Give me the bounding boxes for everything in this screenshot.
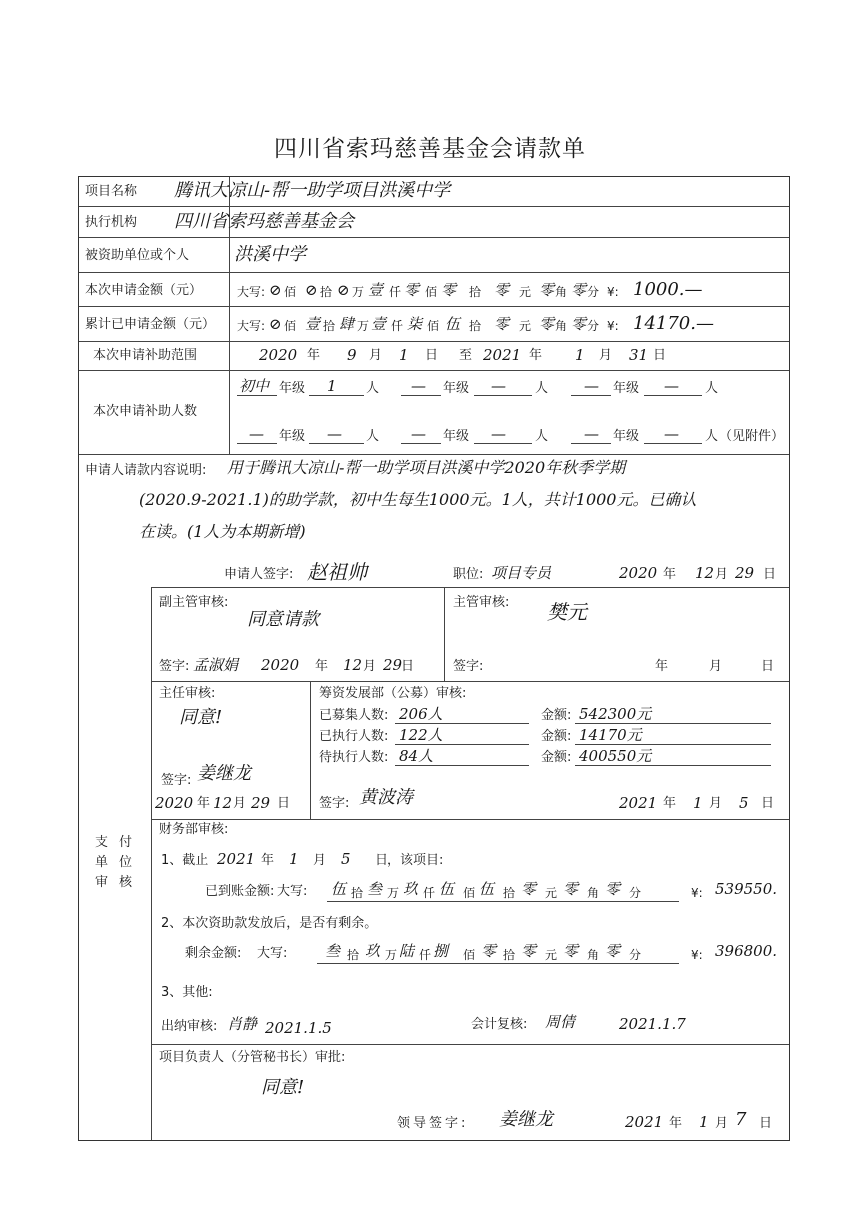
- form-title: 四川省索玛慈善基金会请款单: [274, 136, 586, 162]
- beneficiary-value: 洪溪中学: [234, 244, 306, 265]
- current-amount-label: 本次申请金额（元）: [85, 283, 203, 298]
- executing-org-value: 四川省索玛慈善基金会: [174, 211, 354, 232]
- fundraising-sign-label: 签字:: [319, 796, 350, 811]
- side-label-col2: 付 位 核: [119, 835, 133, 890]
- deputy-opinion: 同意请款: [247, 609, 319, 630]
- explanation-line-2: (2020.9-2021.1)的助学款，初中生每生1000元。1人，共计1000元。已确认: [139, 490, 697, 509]
- approval-opinion: 同意!: [261, 1077, 305, 1098]
- deputy-review-label: 副主管审核:: [159, 595, 229, 610]
- finance-item-2: 2、本次资助款发放后，是否有剩余。: [161, 916, 378, 931]
- explanation-line-1: 用于腾讯大凉山-帮一助学项目洪溪中学2020年秋季学期: [227, 458, 626, 477]
- supervisor-sign-label: 签字:: [453, 659, 484, 674]
- deputy-signature: 孟淑娟: [193, 656, 239, 674]
- director-opinion: 同意!: [179, 707, 223, 728]
- explanation-label: 申请人请款内容说明:: [85, 463, 207, 478]
- finance-item-3: 3、其他:: [161, 985, 213, 1000]
- deputy-sign-label: 签字:: [159, 659, 190, 674]
- leader-sign-label: 领导签字:: [397, 1116, 469, 1131]
- request-form-table: 项目名称 腾讯大凉山-帮一助学项目洪溪中学 执行机构 四川省索玛慈善基金会 被资助单位或个人 洪溪中学 本次申请金额（元） 大写: ⊘ 佰 ⊘ 拾 ⊘ 万 壹 仟 零 佰 零 拾 零 元 零 角 零 分 ¥: 1000.— 累计已申请金额（元） 大写: ⊘ 佰 壹 拾 肆 万 壹 仟 柒 佰 伍 拾 零 元 零 角 零 分 ¥: 14170.— 本次申请补助范围 2020 年 9 月 1 日 至 2021 年 1 月 31 日 本次申请补助人数 初中 年级 1 人 — 年级 — 人 — 年级 — 人 — 年级 — 人 — 年级 — 人 — 年级 — 人 （见附件） 申请人请款内容说明: 用于腾讯大凉山-帮一助学项目洪溪中学2020年秋季学期 (2020.9-2021.1)的助学款，初中生每生1000元。1人，共计1000元。已确认 在读。(1人为本期新增) 申请人签字: 赵祖帅 职位: 项目专员 2020 年 12 月 29 日 支 单 审 付 位 核 副主管审核: 同意请款 签字: 孟淑娟 2020 年 12 月 29 日 主管审核: 樊元 签字: 年 月 日 主任审核: 同意! 签字: 姜继龙 2020 年 12 月 29 日 筹资发展部（公募）审核: 已募集人数: 206人 金额: 542300元 已执行人数: 122人 金额: 14170元 待执行人数: 84人 金额: 400550元 签字: 黄波涛 2021 年 1 月 5 日 财务部审核: 1、截止 2021 年 1 月 5 日 ，该项目: 已到账金额: 大写: 伍 拾 叁 万 玖 仟 伍 佰 伍 拾 零 元 零 角 零 分 ¥: 539550. 2、本次资助款发放后，是否有剩余。 剩余金额: 大写: 叁 拾 玖 万 陆 仟 捌 佰 零 拾 零 元 零 角 零 分 ¥: 396800. 3、其他: 出纳审核: 肖静 2021.1.5 会计复核: 周倩 2021.1.7 项目负责人（分管秘书长）审批: 同意! 领导签字: 姜继龙 2021 年 1 月 7 日: [78, 176, 790, 1141]
- side-label-col1: 支 单 审: [95, 835, 109, 890]
- explanation-line-3: 在读。(1人为本期新增): [139, 522, 306, 541]
- finance-review-label: 财务部审核:: [159, 822, 229, 837]
- leader-signature: 姜继龙: [499, 1109, 553, 1130]
- fundraising-signature: 黄波涛: [359, 787, 413, 808]
- fundraising-review-label: 筹资发展部（公募）审核:: [319, 686, 467, 701]
- project-name-label: 项目名称: [85, 184, 138, 199]
- cumulative-amount-label: 累计已申请金额（元）: [85, 317, 216, 332]
- aided-count-label: 本次申请补助人数: [93, 404, 198, 419]
- position-label: 职位:: [453, 567, 484, 582]
- supervisor-opinion: 樊元: [547, 600, 587, 624]
- beneficiary-label: 被资助单位或个人: [85, 248, 190, 263]
- project-name-value: 腾讯大凉山-帮一助学项目洪溪中学: [174, 180, 451, 201]
- position-value: 项目专员: [491, 564, 552, 582]
- applicant-sign-label: 申请人签字:: [224, 567, 294, 582]
- director-sign-label: 签字:: [161, 773, 192, 788]
- period-label: 本次申请补助范围: [93, 348, 198, 363]
- director-review-label: 主任审核:: [159, 686, 216, 701]
- executing-org-label: 执行机构: [85, 215, 138, 230]
- applicant-signature: 赵祖帅: [307, 560, 367, 584]
- director-signature: 姜继龙: [197, 763, 251, 784]
- supervisor-review-label: 主管审核:: [453, 595, 510, 610]
- approval-label: 项目负责人（分管秘书长）审批:: [159, 1050, 346, 1065]
